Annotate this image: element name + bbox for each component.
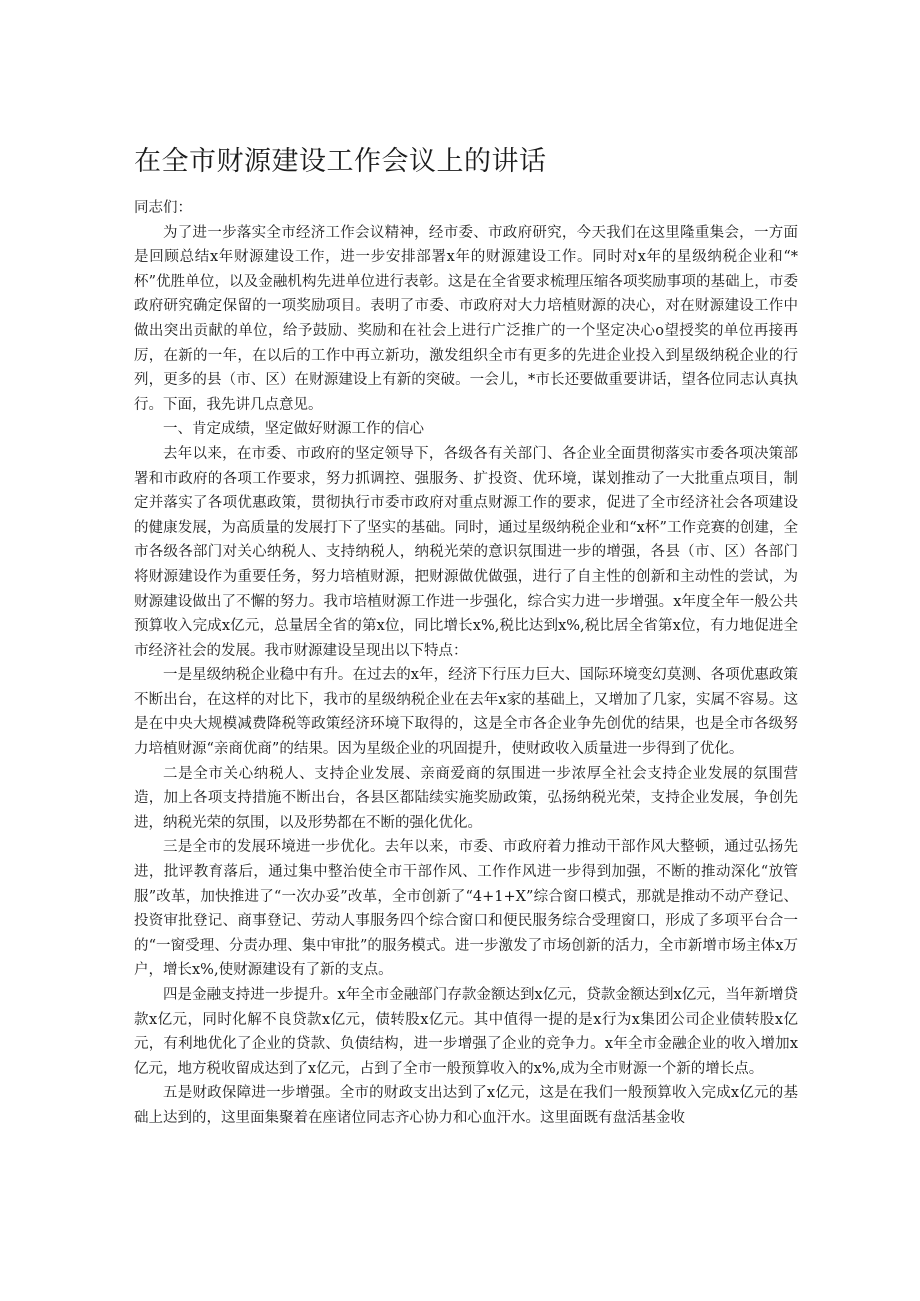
paragraph-point-5: 五是财政保障进一步增强。全市的财政支出达到了x亿元，这是在我们一般预算收入完成x亿元的基础上达到的，这里面集聚着在座诸位同志齐心协力和心血汗水。这里面既有盘活基金收 bbox=[134, 1085, 798, 1126]
paragraph-point-2: 二是全市关心纳税人、支持企业发展、亲商爱商的氛围进一步浓厚全社会支持企业发展的氛围营造，加上各项支持措施不断出台，各县区都陆续实施奖励政策，弘扬纳税光荣，支持企业发展，争创先进，纳税光荣的氛围，以及形势都在不断的强化优化。 bbox=[134, 765, 798, 831]
paragraph-point-1: 一是星级纳税企业稳中有升。在过去的x年，经济下行压力巨大、国际环境变幻莫测、各项优惠政策不断出台，在这样的对比下，我市的星级纳税企业在去年x家的基础上，又增加了几家，实属不容易。这是在中央大规模减费降税等政策经济环境下取得的，这是全市各企业争先创优的结果，也是全市各级努力培植财源“亲商优商”的结果。因为星级企业的巩固提升，使财政收入质量进一步得到了优化。 bbox=[134, 667, 798, 758]
paragraph-point-3: 三是全市的发展环境进一步优化。去年以来，市委、市政府着力推动干部作风大整顿，通过弘扬先进，批评教育落后，通过集中整治使全市干部作风、工作作风进一步得到加强，不断的推动深化“放管服”改革，加快推进了“一次办妥”改革，全市创新了“4+1+X”综合窗口模式，那就是推动不动产登记、投资审批登记、商事登记、劳动人事服务四个综合窗口和便民服务综合受理窗口，形成了多项平台合一的“一窗受理、分责办理、集中审批”的服务模式。进一步激发了市场创新的活力，全市新增市场主体x万户，增长x%,使财源建设有了新的支点。 bbox=[134, 839, 798, 979]
document-body bbox=[134, 196, 798, 1131]
section-heading-1: 一、肯定成绩，坚定做好财源工作的信心 bbox=[163, 421, 424, 438]
paragraph-intro: 为了进一步落实全市经济工作会议精神，经市委、市政府研究，今天我们在这里隆重集会，一方面是回顾总结x年财源建设工作，进一步安排部署x年的财源建设工作。同时对x年的星级纳税企业和“*杯”优胜单位，以及金融机构先进单位进行表彰。这是在全省要求梳理压缩各项奖励事项的基础上，市委政府研究确定保留的一项奖励项目。表明了市委、市政府对大力培植财源的决心，对在财源建设工作中做出突出贡献的单位，给予鼓励、奖励和在社会上进行广泛推广的一个坚定决心o望授奖的单位再接再厉，在新的一年，在以后的工作中再立新功，激发组织全市有更多的先进企业投入到星级纳税企业的行列，更多的县（市、区）在财源建设上有新的突破。一会儿，*市长还要做重要讲话，望各位同志认真执行。下面，我先讲几点意见。 bbox=[134, 224, 798, 413]
document-title: 在全市财源建设工作会议上的讲话 bbox=[134, 146, 547, 177]
salutation: 同志们： bbox=[134, 200, 192, 216]
paragraph-achievements: 去年以来，在市委、市政府的坚定领导下，各级各有关部门、各企业全面贯彻落实市委各项决策部署和市政府的各项工作要求，努力抓调控、强服务、扩投资、优环境，谋划推动了一大批重点项目，制定并落实了各项优惠政策，贯彻执行市委市政府对重点财源工作的要求，促进了全市经济社会各项建设的健康发展，为高质量的发展打下了坚实的基础。同时，通过星级纳税企业和“x杯”工作竞赛的创建，全市各级各部门对关心纳税人、支持纳税人，纳税光荣的意识氛围进一步的增强，各县（市、区）各部门将财源建设作为重要任务，努力培植财源，把财源做优做强，进行了自主性的创新和主动性的尝试，为财源建设做出了不懈的努力。我市培植财源工作进一步强化，综合实力进一步增强。x年度全年一般公共预算收入完成x亿元，总量居全省的第x位，同比增长x%,税比达到x%,税比居全省第x位，有力地促进全市经济社会的发展。我市财源建设呈现出以下特点： bbox=[134, 445, 798, 659]
paragraph-point-4: 四是金融支持进一步提升。x年全市金融部门存款金额达到x亿元，贷款金额达到x亿元，当年新增贷款x亿元，同时化解不良贷款x亿元，债转股x亿元。其中值得一提的是x行为x集团公司企业债转股x亿元，有利地优化了企业的贷款、负债结构，进一步增强了企业的竞争力。x年全市金融企业的收入增加x亿元，地方税收留成达到了x亿元，占到了全市一般预算收入的x%,成为全市财源一个新的增长点。 bbox=[134, 987, 798, 1077]
